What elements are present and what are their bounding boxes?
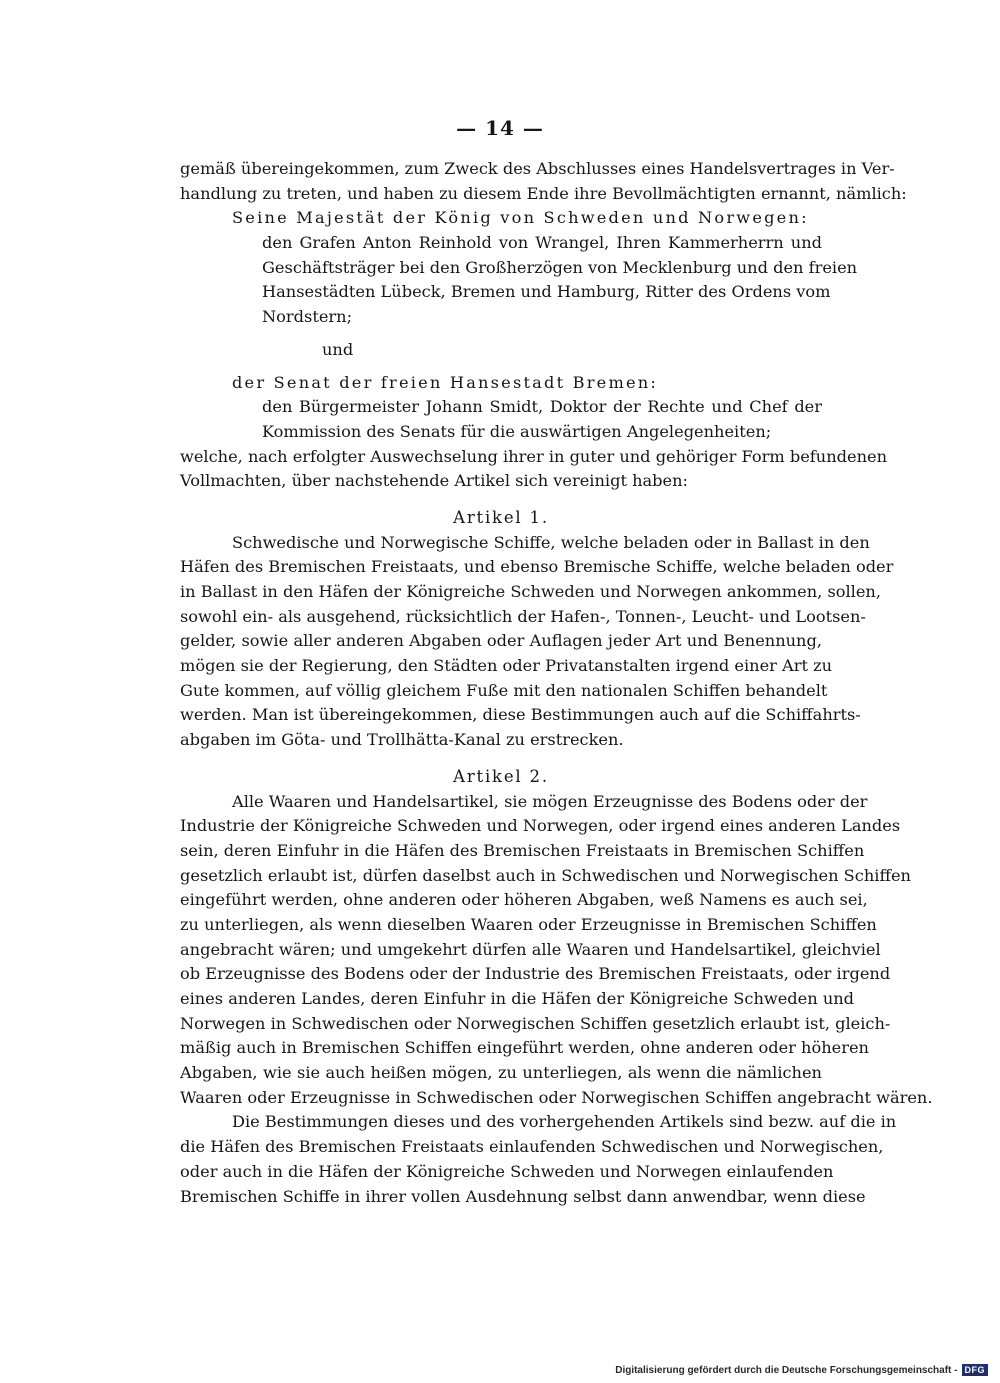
text-line: Norwegen in Schwedischen oder Norwegischen Schiffen gesetzlich erlaubt ist, gleich- bbox=[180, 1013, 891, 1033]
text-line: handlung zu treten, und haben zu diesem Ende ihre Bevollmächtigten ernannt, nämlich: bbox=[180, 183, 907, 203]
text-line: Hansestädten Lübeck, Bremen und Hamburg, Ritter des Ordens vom bbox=[262, 282, 831, 302]
digitization-footer bbox=[615, 1364, 988, 1376]
text-line: gesetzlich erlaubt ist, dürfen daselbst auch in Schwedischen und Norwegischen Schiffen bbox=[180, 865, 911, 885]
sovereign-heading-bremen: der Senat der freien Hansestadt Bremen: bbox=[232, 372, 659, 392]
text-line: oder auch in die Häfen der Königreiche Schweden und Norwegen einlaufenden bbox=[180, 1161, 834, 1181]
text-line: werden. Man ist übereingekommen, diese Bestimmungen auch auf die Schiffahrts- bbox=[180, 705, 861, 725]
text-line: Alle Waaren und Handelsartikel, sie mögen Erzeugnisse des Bodens oder der bbox=[232, 791, 868, 811]
text-line: den Grafen Anton Reinhold von Wrangel, Ihren Kammerherrn und bbox=[262, 233, 822, 253]
text-line: Kommission des Senats für die auswärtigen Angelegenheiten; bbox=[262, 421, 772, 441]
text-line: abgaben im Göta- und Trollhätta-Kanal zu erstrecken. bbox=[180, 730, 624, 750]
text-line: Häfen des Bremischen Freistaats, und ebenso Bremische Schiffe, welche beladen oder bbox=[180, 557, 894, 577]
text-line: die Häfen des Bremischen Freistaats einlaufenden Schwedischen und Norwegischen, bbox=[180, 1137, 884, 1157]
text-line: angebracht wären; und umgekehrt dürfen alle Waaren und Handelsartikel, gleichviel bbox=[180, 939, 881, 959]
text-line: mögen sie der Regierung, den Städten oder Privatanstalten irgend einer Art zu bbox=[180, 656, 833, 676]
text-line: Bremischen Schiffe in ihrer vollen Ausdehnung selbst dann anwendbar, wenn diese bbox=[180, 1186, 866, 1206]
sovereign-heading-sweden: Seine Majestät der König von Schweden und Norwegen: bbox=[232, 208, 809, 228]
article-2-heading: Artikel 2. bbox=[453, 766, 549, 786]
text-line: eingeführt werden, ohne anderen oder höheren Abgaben, weß Namens es auch sei, bbox=[180, 890, 868, 910]
article-1-heading: Artikel 1. bbox=[453, 507, 549, 527]
text-line: den Bürgermeister Johann Smidt, Doktor der Rechte und Chef der bbox=[262, 397, 822, 417]
text-line: Schwedische und Norwegische Schiffe, welche beladen oder in Ballast in den bbox=[232, 532, 870, 552]
text-line: sowohl ein- als ausgehend, rücksichtlich der Hafen-, Tonnen-, Leucht- und Lootsen- bbox=[180, 606, 866, 626]
text-line: in Ballast in den Häfen der Königreiche Schweden und Norwegen ankommen, sollen, bbox=[180, 582, 882, 601]
text-line: Gute kommen, auf völlig gleichem Fuße mit den nationalen Schiffen behandelt bbox=[180, 680, 828, 700]
text-line: sein, deren Einfuhr in die Häfen des Bremischen Freistaats in Bremischen Schiffen bbox=[180, 840, 865, 860]
text-line: Industrie der Königreiche Schweden und Norwegen, oder irgend eines anderen Landes bbox=[180, 816, 901, 836]
text-line: Die Bestimmungen dieses und des vorhergehenden Artikels sind bezw. auf die in bbox=[232, 1112, 897, 1132]
page-body bbox=[180, 157, 933, 1209]
text-line: Abgaben, wie sie auch heißen mögen, zu unterliegen, als wenn die nämlichen bbox=[180, 1063, 822, 1083]
text-line: eines anderen Landes, deren Einfuhr in die Häfen der Königreiche Schweden und bbox=[180, 989, 855, 1008]
text-line: welche, nach erfolgter Auswechselung ihrer in guter und gehöriger Form befundenen bbox=[180, 446, 888, 466]
text-line: Nordstern; bbox=[262, 307, 353, 327]
page-number: — 14 — bbox=[456, 116, 544, 140]
dfg-logo: DFG bbox=[962, 1364, 989, 1376]
conjunction-und: und bbox=[322, 339, 354, 359]
text-line: ob Erzeugnisse des Bodens oder der Industrie des Bremischen Freistaats, oder irgend bbox=[180, 964, 891, 984]
text-line: zu unterliegen, als wenn dieselben Waaren oder Erzeugnisse in Bremischen Schiffen bbox=[180, 914, 877, 934]
text-line: gelder, sowie aller anderen Abgaben oder Auflagen jeder Art und Benennung, bbox=[180, 631, 822, 651]
footer-text: Digitalisierung gefördert durch die Deutsche Forschungsgemeinschaft - bbox=[615, 1364, 958, 1376]
text-line: mäßig auch in Bremischen Schiffen eingeführt werden, ohne anderen oder höheren bbox=[180, 1038, 869, 1058]
text-line: Waaren oder Erzeugnisse in Schwedischen oder Norwegischen Schiffen angebracht wären. bbox=[180, 1087, 933, 1107]
text-line: Geschäftsträger bei den Großherzögen von Mecklenburg und den freien bbox=[262, 257, 858, 277]
text-line: gemäß übereingekommen, zum Zweck des Abschlusses eines Handelsvertrages in Ver- bbox=[180, 159, 895, 178]
text-line: Vollmachten, über nachstehende Artikel sich vereinigt haben: bbox=[180, 471, 689, 491]
